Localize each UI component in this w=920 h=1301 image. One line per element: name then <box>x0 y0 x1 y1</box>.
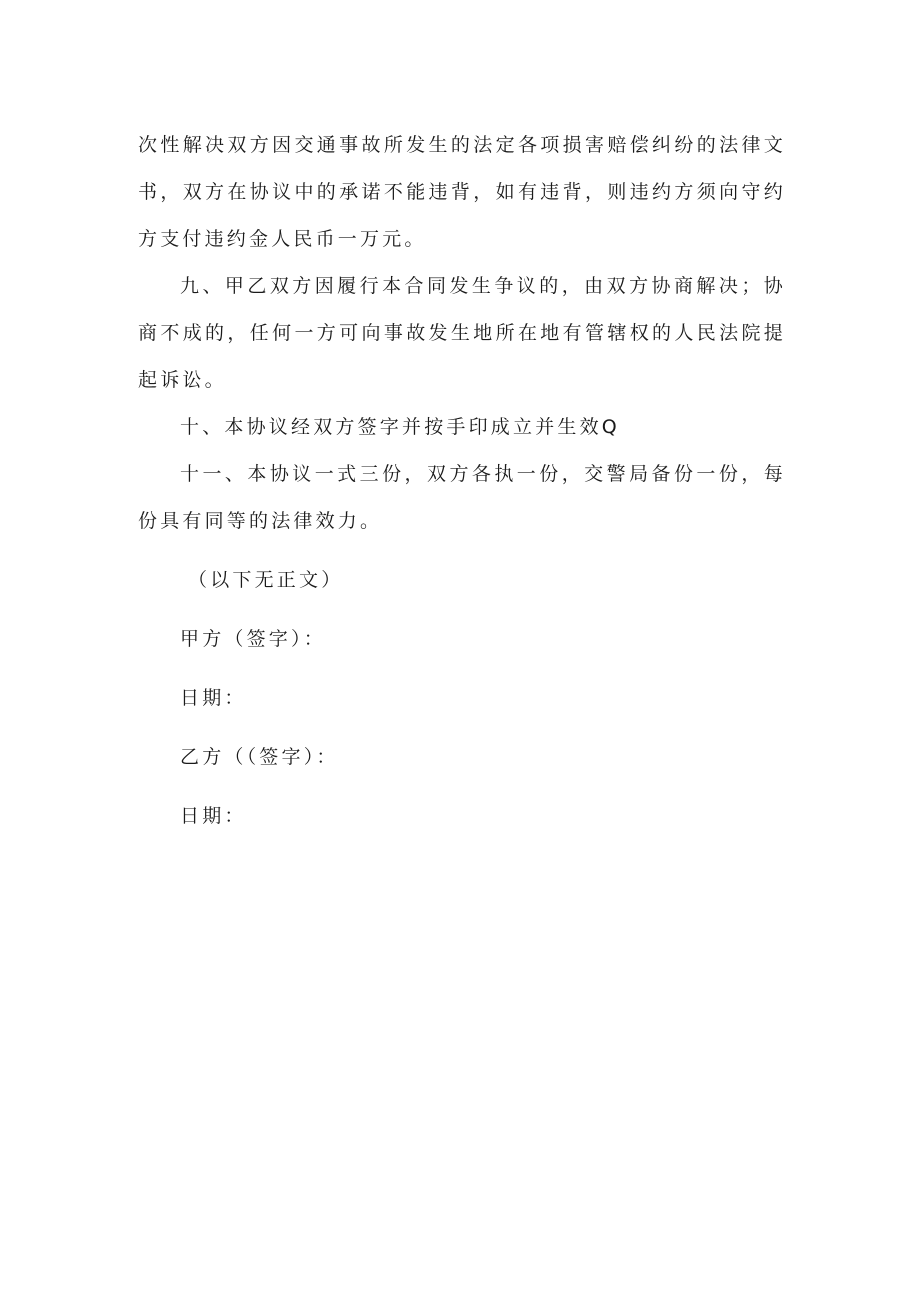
party-a-date-label: 日期： <box>180 687 247 709</box>
party-b-date-label: 日期： <box>180 805 247 827</box>
no-further-text-marker: （以下无正文） <box>188 569 344 591</box>
paragraph-continuation: 次性解决双方因交通事故所发生的法定各项损害赔偿纠纷的法律文书，双方在协议中的承诺不能违背，如有违背，则违约方须向守约方支付违约金人民币一万元。 <box>138 134 786 250</box>
paragraph-clause-11: 十一、本协议一式三份，双方各执一份，交警局备份一份，每份具有同等的法律效力。 <box>138 463 786 532</box>
paragraph-clause-9: 九、甲乙双方因履行本合同发生争议的，由双方协商解决；协商不成的，任何一方可向事故发生地所在地有管辖权的人民法院提起诉讼。 <box>138 275 786 391</box>
party-b-signature-label: 乙方（（签字）： <box>180 746 339 768</box>
document-body <box>138 122 786 840</box>
paragraph-clause-10: 十、本协议经双方签字并按手印成立并生效Q <box>180 416 620 438</box>
party-a-signature-label: 甲方（签字）： <box>180 628 326 650</box>
